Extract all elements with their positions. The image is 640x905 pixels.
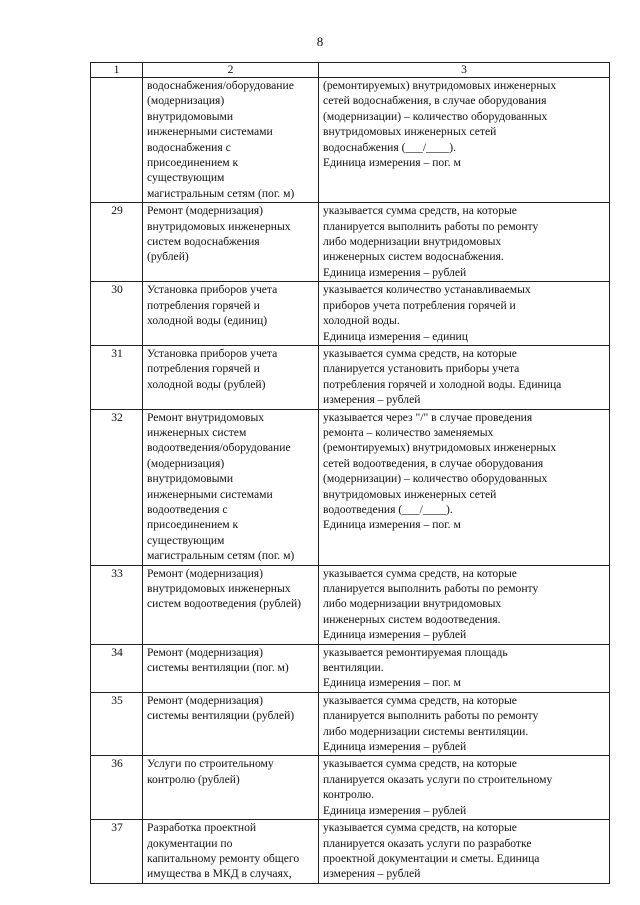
indicator-description-line: указывается сумма средств, на которые bbox=[323, 757, 517, 771]
indicator-description-line: планируется установить приборы учета bbox=[323, 362, 520, 376]
row-number: 37 bbox=[91, 820, 143, 884]
indicator-name-line: существующим bbox=[147, 171, 225, 185]
indicator-name-line: Ремонт внутридомовых bbox=[147, 410, 265, 424]
indicator-description-line: Единица измерения – пог. м bbox=[323, 518, 461, 532]
indicator-name-line: внутридомовыми bbox=[147, 109, 234, 123]
indicator-name-cell bbox=[143, 345, 319, 409]
indicator-description-line: внутридомовых инженерных сетей bbox=[323, 125, 497, 139]
indicator-name-cell bbox=[143, 565, 319, 644]
table-row bbox=[91, 692, 610, 756]
indicator-description-cell bbox=[319, 345, 610, 409]
indicator-description-cell bbox=[319, 692, 610, 756]
table-body bbox=[91, 78, 610, 884]
indicator-description-line: либо модернизации системы вентиляции. bbox=[323, 724, 529, 738]
indicator-name-cell bbox=[143, 644, 319, 692]
indicator-description-line: Единица измерения – рублей bbox=[323, 628, 467, 642]
indicator-description-line: внутридомовых инженерных сетей bbox=[323, 487, 497, 501]
indicator-description-line: инженерных систем водоснабжения. bbox=[323, 250, 504, 264]
indicator-description-line: планируется выполнить работы по ремонту bbox=[323, 219, 539, 233]
indicator-description-line: (ремонтируемых) внутридомовых инженерных bbox=[323, 441, 557, 455]
table-row bbox=[91, 282, 610, 346]
indicator-name-line: Ремонт (модернизация) bbox=[147, 693, 263, 707]
indicator-description-line: (модернизации) – количество оборудованных bbox=[323, 109, 548, 123]
indicator-name-line: водоотведения/оборудование bbox=[147, 441, 291, 455]
table-header-row bbox=[91, 63, 610, 78]
indicator-name-line: инженерными системами bbox=[147, 487, 273, 501]
indicator-description-line: вентиляции. bbox=[323, 661, 384, 675]
indicator-name-line: внутридомовыми bbox=[147, 472, 234, 486]
indicator-description-cell bbox=[319, 756, 610, 820]
indicator-description-line: Единица измерения – единиц bbox=[323, 329, 468, 343]
row-number bbox=[91, 78, 143, 203]
table-row bbox=[91, 644, 610, 692]
indicator-description-line: измерения – рублей bbox=[323, 867, 421, 881]
indicator-description-line: Единица измерения – рублей bbox=[323, 740, 467, 754]
table-row bbox=[91, 203, 610, 282]
indicator-name-line: контролю (рублей) bbox=[147, 772, 240, 786]
table-row bbox=[91, 345, 610, 409]
indicator-description-cell bbox=[319, 203, 610, 282]
table-row bbox=[91, 78, 610, 203]
indicator-name-line: системы вентиляции (пог. м) bbox=[147, 661, 289, 675]
row-number: 33 bbox=[91, 565, 143, 644]
indicator-name-line: Ремонт (модернизация) bbox=[147, 566, 263, 580]
indicator-description-line: водоснабжения (___/____). bbox=[323, 140, 457, 154]
indicator-name-line: имущества в МКД в случаях, bbox=[147, 867, 292, 881]
indicator-description-line: сетей водоотведения, в случае оборудования bbox=[323, 456, 544, 470]
column-header-number: 1 bbox=[91, 63, 143, 78]
indicator-name-cell bbox=[143, 282, 319, 346]
indicator-name-line: внутридомовых инженерных bbox=[147, 219, 291, 233]
indicator-description-line: Единица измерения – рублей bbox=[323, 803, 467, 817]
indicator-description-line: ремонта – количество заменяемых bbox=[323, 425, 494, 439]
indicator-description-line: Единица измерения – рублей bbox=[323, 265, 467, 279]
indicator-name-cell bbox=[143, 203, 319, 282]
indicator-description-line: потребления горячей и холодной воды. Единица bbox=[323, 377, 562, 391]
indicator-description-cell bbox=[319, 282, 610, 346]
column-header-description: 3 bbox=[319, 63, 610, 78]
indicator-description-line: водоотведения (___/____). bbox=[323, 502, 453, 516]
column-header-name: 2 bbox=[143, 63, 319, 78]
indicator-name-line: холодной воды (рублей) bbox=[147, 377, 266, 391]
indicator-description-line: приборов учета потребления горячей и bbox=[323, 298, 516, 312]
indicator-description-line: (ремонтируемых) внутридомовых инженерных bbox=[323, 79, 557, 92]
indicator-description-line: планируется выполнить работы по ремонту bbox=[323, 582, 539, 595]
indicator-description-line: указывается сумма средств, на которые bbox=[323, 566, 517, 580]
indicator-description-line: указывается через "/" в случае проведения bbox=[323, 410, 533, 424]
indicator-description-cell bbox=[319, 644, 610, 692]
row-number: 35 bbox=[91, 692, 143, 756]
indicator-name-line: (рублей) bbox=[147, 250, 189, 264]
indicator-name-line: Разработка проектной bbox=[147, 821, 257, 835]
indicator-description-line: указывается сумма средств, на которые bbox=[323, 346, 517, 360]
indicator-name-line: присоединением к bbox=[147, 156, 239, 170]
indicator-description-line: измерения – рублей bbox=[323, 393, 421, 407]
indicator-description-line: инженерных систем водоотведения. bbox=[323, 612, 501, 626]
row-number: 32 bbox=[91, 409, 143, 565]
indicator-name-cell bbox=[143, 78, 319, 203]
indicator-name-line: потребления горячей и bbox=[147, 362, 260, 376]
page-number: 8 bbox=[316, 34, 324, 49]
indicator-name-line: Услуги по строительному bbox=[147, 757, 274, 771]
indicator-description-line: указывается количество устанавливаемых bbox=[323, 283, 531, 297]
table-row bbox=[91, 756, 610, 820]
indicator-name-line: системы вентиляции (рублей) bbox=[147, 709, 295, 723]
indicator-name-line: Установка приборов учета bbox=[147, 346, 278, 360]
indicator-description-cell bbox=[319, 820, 610, 884]
indicator-description-cell bbox=[319, 78, 610, 203]
indicator-name-line: систем водоотведения (рублей) bbox=[147, 597, 302, 611]
indicator-name-line: (модернизация) bbox=[147, 94, 225, 108]
indicator-name-line: Ремонт (модернизация) bbox=[147, 645, 263, 659]
indicator-description-line: Единица измерения – пог. м bbox=[323, 156, 461, 170]
indicator-description-line: указывается ремонтируемая площадь bbox=[323, 645, 508, 659]
indicator-name-line: холодной воды (единиц) bbox=[147, 314, 268, 328]
indicator-description-line: проектной документации и сметы. Единица bbox=[323, 851, 540, 865]
indicator-description-line: холодной воды. bbox=[323, 314, 400, 328]
row-number: 36 bbox=[91, 756, 143, 820]
indicator-name-line: документации по bbox=[147, 836, 233, 850]
indicator-description-line: планируется выполнить работы по ремонту bbox=[323, 709, 539, 723]
indicator-name-line: магистральным сетям (пог. м) bbox=[147, 549, 295, 563]
indicator-table bbox=[90, 62, 610, 884]
indicator-description-line: либо модернизации внутридомовых bbox=[323, 235, 502, 249]
indicator-name-line: внутридомовых инженерных bbox=[147, 582, 291, 595]
indicator-name-cell bbox=[143, 409, 319, 565]
indicator-description-line: (модернизации) – количество оборудованных bbox=[323, 472, 548, 486]
indicator-name-line: капитальному ремонту общего bbox=[147, 851, 300, 865]
table-row bbox=[91, 565, 610, 644]
indicator-description-line: планируется оказать услуги по разработке bbox=[323, 836, 532, 850]
indicator-description-line: указывается сумма средств, на которые bbox=[323, 821, 517, 835]
indicator-description-cell bbox=[319, 565, 610, 644]
indicator-description-line: указывается сумма средств, на которые bbox=[323, 204, 517, 218]
indicator-name-line: (модернизация) bbox=[147, 456, 225, 470]
indicator-description-line: контролю. bbox=[323, 788, 375, 802]
row-number: 30 bbox=[91, 282, 143, 346]
indicator-name-cell bbox=[143, 820, 319, 884]
indicator-name-line: Ремонт (модернизация) bbox=[147, 204, 263, 218]
row-number: 29 bbox=[91, 203, 143, 282]
indicator-name-line: водоснабжения с bbox=[147, 140, 231, 154]
indicator-name-line: присоединением к bbox=[147, 518, 239, 532]
indicator-name-line: существующим bbox=[147, 533, 225, 547]
indicator-name-line: Установка приборов учета bbox=[147, 283, 278, 297]
indicator-name-line: потребления горячей и bbox=[147, 298, 260, 312]
indicator-description-line: либо модернизации внутридомовых bbox=[323, 597, 502, 611]
indicator-name-line: водоснабжения/оборудование bbox=[147, 79, 294, 92]
indicator-name-cell bbox=[143, 756, 319, 820]
indicator-name-line: систем водоснабжения bbox=[147, 235, 260, 249]
indicator-name-line: водоотведения с bbox=[147, 502, 228, 516]
table-row bbox=[91, 820, 610, 884]
indicator-name-line: инженерными системами bbox=[147, 125, 273, 139]
indicator-name-cell bbox=[143, 692, 319, 756]
indicator-name-line: инженерных систем bbox=[147, 425, 247, 439]
indicator-description-line: указывается сумма средств, на которые bbox=[323, 693, 517, 707]
row-number: 34 bbox=[91, 644, 143, 692]
indicator-name-line: магистральным сетям (пог. м) bbox=[147, 186, 295, 200]
indicator-description-line: планируется оказать услуги по строительному bbox=[323, 772, 553, 786]
indicator-description-line: Единица измерения – пог. м bbox=[323, 676, 461, 690]
row-number: 31 bbox=[91, 345, 143, 409]
table-row bbox=[91, 409, 610, 565]
indicator-description-line: сетей водоснабжения, в случае оборудования bbox=[323, 94, 547, 108]
indicator-description-cell bbox=[319, 409, 610, 565]
